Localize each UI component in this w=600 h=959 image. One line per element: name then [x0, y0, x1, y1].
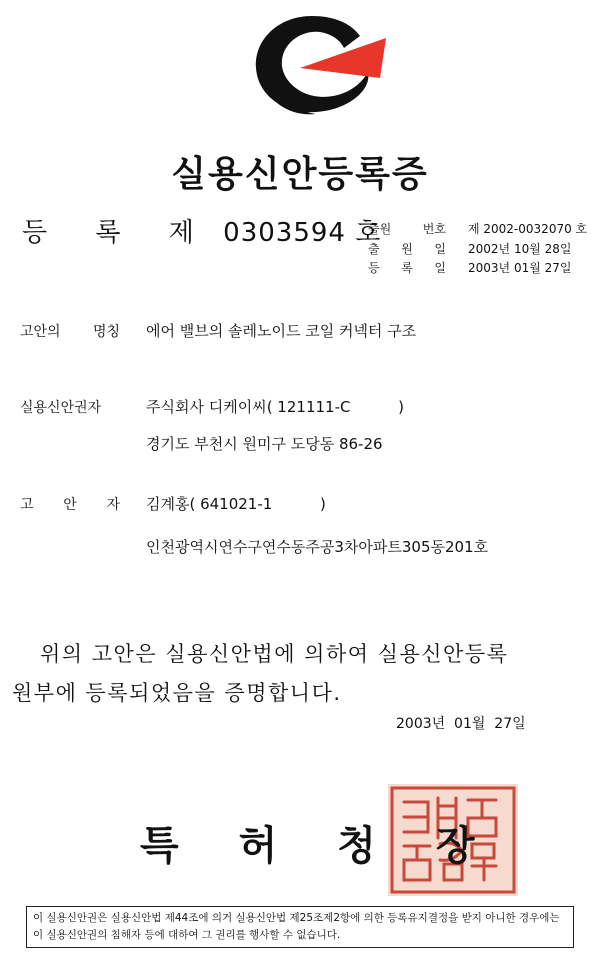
holder-label: 실용신안권자 [20, 400, 102, 416]
filing-date: 2002년 10월 28일 [468, 242, 572, 256]
creator-address: 인천광역시연수구연수동주공3차아파트305동201호 [146, 538, 489, 556]
application-number-row [368, 220, 587, 237]
registration-prefix: 등 록 제 [22, 218, 214, 248]
design-name: 에어 밸브의 솔레노이드 코일 커넥터 구조 [146, 322, 417, 340]
registration-number-line [22, 212, 381, 249]
legal-notice-box: 이 실용신안권은 실용신안법 제44조에 의거 실용신안법 제25조제2항에 의한 등록유지결정을 받지 아니한 경우에는 이 실용신안권의 침해자 등에 대하여 그 권리를 행사할 수 없습니다. [26, 906, 574, 948]
kipo-emblem-logo [250, 8, 395, 118]
holder-name: 주식회사 디케이씨( 121111-C ) [146, 398, 404, 416]
certification-text-line-1: 위의 고안은 실용신안법에 의하여 실용신안등록 [40, 642, 509, 666]
registration-number: 0303594 [223, 218, 346, 248]
filing-date-row [368, 240, 571, 257]
design-name-label: 고안의 명칭 [20, 324, 120, 340]
application-number-label: 출원 번호 [368, 222, 446, 236]
creator-label: 고 안 자 [20, 497, 120, 513]
holder-address: 경기도 부천시 원미구 도당동 86-26 [146, 435, 383, 453]
registration-date-label: 등 록 일 [368, 261, 446, 275]
filing-date-label: 출 원 일 [368, 242, 446, 256]
issue-date: 2003년 01월 27일 [396, 716, 526, 732]
registration-suffix: 호 [355, 218, 382, 248]
registration-date: 2003년 01월 27일 [468, 261, 572, 275]
certification-text-line-2: 원부에 등록되었음을 증명합니다. [12, 681, 342, 705]
application-number: 제 2002-0032070 호 [468, 222, 588, 236]
document-title: 실용신안등록증 [171, 154, 429, 195]
registration-date-row [368, 259, 571, 276]
creator-name: 김계홍( 641021-1 ) [146, 495, 326, 513]
issuer-title: 특허청장 [140, 823, 535, 869]
